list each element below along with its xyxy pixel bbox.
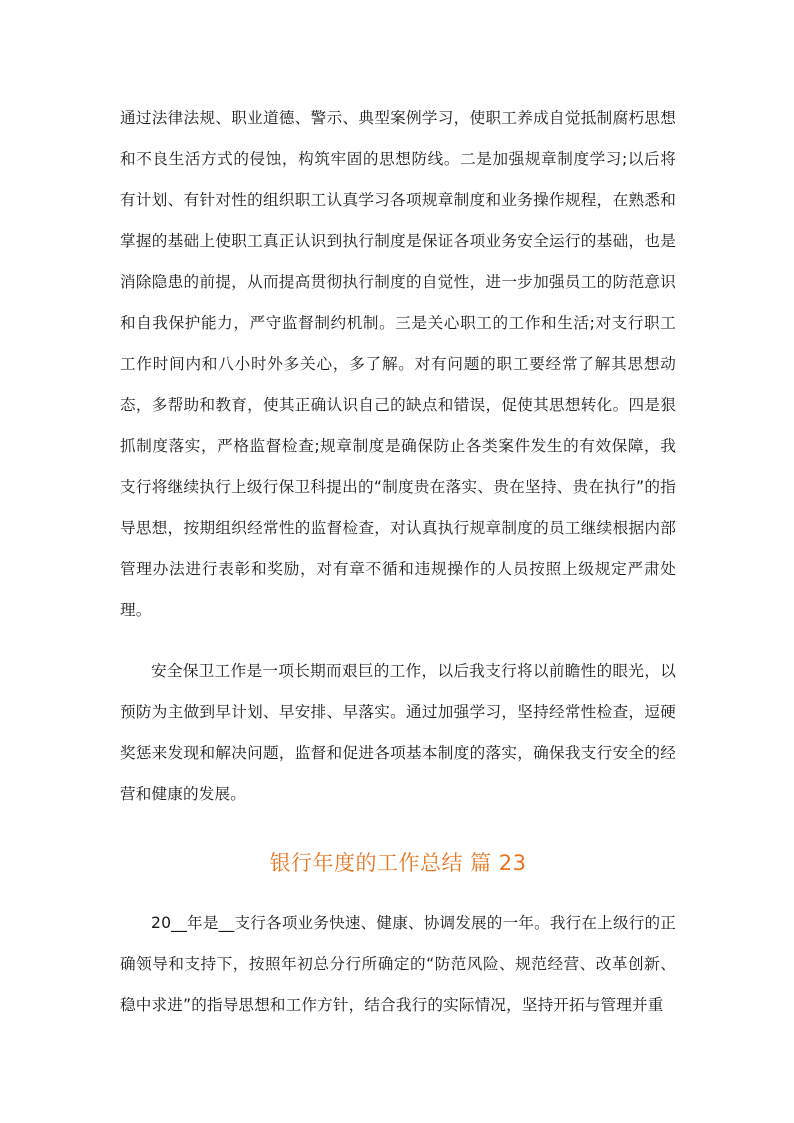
body-paragraph-2: 安全保卫工作是一项长期而艰巨的工作，以后我支行将以前瞻性的眼光，以预防为主做到早计划、早安排、早落实。通过加强学习，坚持经常性检查，逗硬奖惩来发现和解决问题，监督和促进各项基本制度的落实，确保我支行安全的经营和健康的发展。 [120, 662, 676, 803]
body-paragraph-3: 20__年是__支行各项业务快速、健康、协调发展的一年。我行在上级行的正确领导和支持下，按照年初总分行所确定的“防范风险、规范经营、改革创新、稳中求进”的指导思想和工作方针，结合我行的实际情况，坚持开拓与管理并重 [120, 914, 676, 1014]
section-heading: 银行年度的工作总结 篇 23 [269, 851, 527, 875]
body-paragraph-1: 通过法律法规、职业道德、警示、典型案例学习，使职工养成自觉抵制腐朽思想和不良生活方式的侵蚀，构筑牢固的思想防线。二是加强规章制度学习;以后将有计划、有针对性的组织职工认真学习各项规章制度和业务操作规程，在熟悉和掌握的基础上使职工真正认识到执行制度是保证各项业务安全运行的基础，也是消除隐患的前提，从而提高贯彻执行制度的自觉性，进一步加强员工的防范意识和自我保护能力，严守监督制约机制。三是关心职工的工作和生活;对支行职工工作时间内和八小时外多关心，多了解。对有问题的职工要经常了解其思想动态，多帮助和教育，使其正确认识自己的缺点和错误，促使其思想转化。四是狠抓制度落实，严格监督检查;规章制度是确保防止各类案件发生的有效保障，我支行将继续执行上级行保卫科提出的“制度贵在落实、贵在坚持、贵在执行”的指导思想，按期组织经常性的监督检查，对认真执行规章制度的员工继续根据内部管理办法进行表彰和奖励，对有章不循和违规操作的人员按照上级规定严肃处理。 [120, 109, 676, 619]
document-page [120, 98, 676, 1026]
